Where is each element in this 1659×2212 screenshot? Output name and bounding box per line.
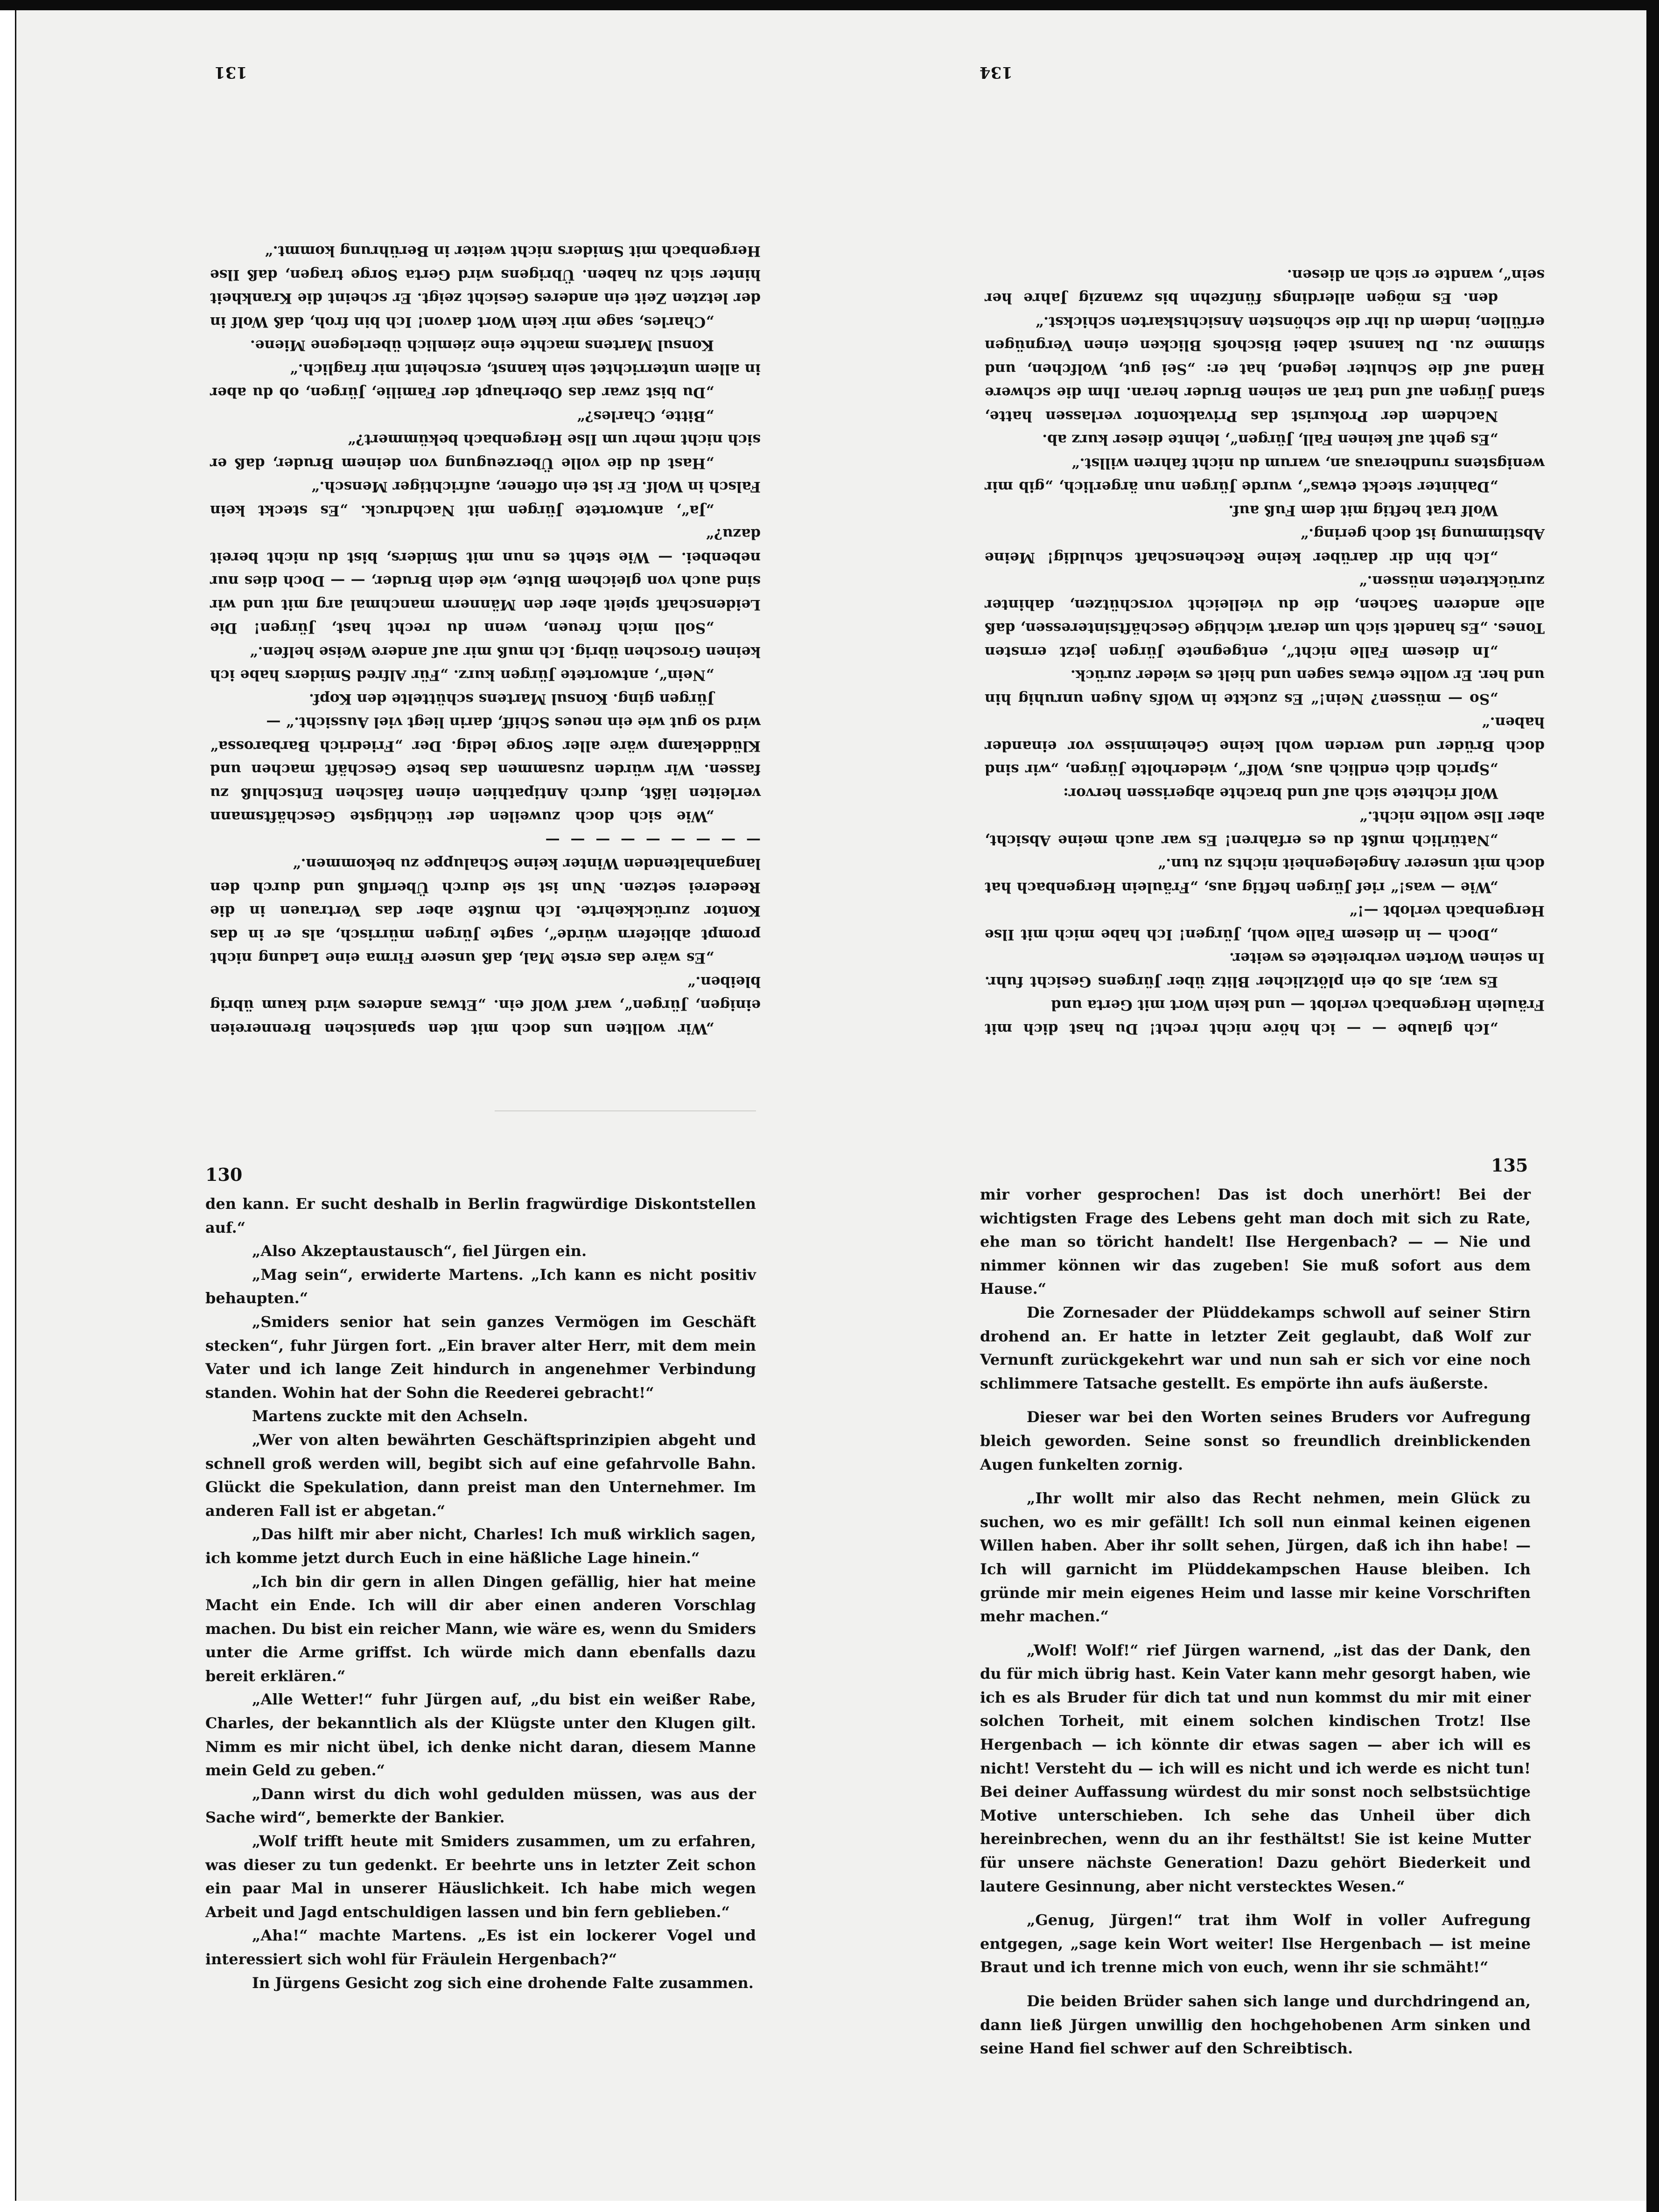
paragraph: „Es geht auf keinen Fall, Jürgen“, lehnte dieser kurz ab.: [1042, 431, 1498, 448]
paragraph: „Dahinter steckt etwas“, wurde Jürgen nun ärgerlich, „gib mir wenigstens rundheraus an, warum du nicht fahren willst.“: [985, 455, 1545, 495]
paragraph: „Doch — in diesem Falle wohl, Jürgen! Ich habe mich mit Ilse Hergenbach verlobt —!“: [985, 902, 1545, 943]
top-right-page-rotated: [975, 56, 1549, 1040]
paragraph: „Alle Wetter!“ fuhr Jürgen auf, „du bist ein weißer Rabe, Charles, der bekanntlich als der Klügste unter den Klugen gilt. Nimm es mir nicht übel, ich denke nicht daran, diesem Manne mein Geld zu geben.“: [205, 1690, 756, 1779]
page-text-130: [205, 1192, 756, 1995]
page-number: 134: [980, 63, 1013, 82]
paragraph: Wolf richtete sich auf und brachte abgerissen hervor:: [1063, 785, 1498, 802]
paragraph: mir vorher gesprochen! Das ist doch unerhört! Bei der wichtigsten Frage des Lebens geht man doch mit sich zu Rate, ehe man so töricht handelt! Ilse Hergenbach? — — Nie und nimmer können wir das zugeben! Sie muß sofort aus dem Hause.“: [980, 1186, 1531, 1298]
paragraph: „Wie — was!“ rief Jürgen heftig aus, „Fräulein Hergenbach hat doch mit unserer Angelegenheit nichts zu tun.“: [985, 855, 1545, 896]
page-number-135: 135: [1491, 1155, 1528, 1176]
paragraph: Es war, als ob ein plötzlicher Blitz über Jürgens Gesicht fuhr. In seinen Worten verbreitete es weiter.: [985, 949, 1545, 990]
paragraph: „Sprich dich endlich aus, Wolf“, wiederholte Jürgen, „wir sind doch Brüder und werden wohl keine Geheimnisse vor einander haben.“: [985, 714, 1545, 778]
paragraph: „Hast du die volle Überzeugung von deinem Bruder, daß er sich nicht mehr um Ilse Hergenbach bekümmert?“: [210, 431, 761, 472]
top-left-page-rotated: [201, 56, 770, 1040]
page-text-135: [980, 1183, 1531, 2060]
scan-border-top: [0, 0, 1659, 10]
paragraph: Jürgen ging. Konsul Martens schüttelte den Kopf.: [309, 691, 714, 707]
paragraph: Martens zuckte mit den Achseln.: [252, 1407, 528, 1425]
paragraph: „Wer von alten bewährten Geschäftsprinzipien abgeht und schnell groß werden will, begibt sich auf eine gefahrvolle Bahn. Glückt die Spekulation, dann preist man den Unternehmer. Im anderen Fall ist er abgetan.“: [205, 1430, 756, 1520]
paragraph: „In diesem Falle nicht“, entgegnete Jürgen jetzt ernsten Tones. „Es handelt sich um derart wichtige Geschäftsinteressen, daß alle anderen Sachen, die du vielleicht vorschützen, dahinter zurücktreten müssen.“: [985, 572, 1545, 660]
paragraph: „Nein“, antwortete Jürgen kurz. „Für Alfred Smiders habe ich keinen Groschen übrig. Ich muß mir auf andere Weise helfen.“: [210, 643, 761, 684]
paragraph: „Bitte, Charles?“: [576, 408, 714, 425]
page-text-134: [985, 263, 1545, 1041]
paragraph: „Ihr wollt mir also das Recht nehmen, mein Glück zu suchen, wo es mir gefällt! Ich soll nun einmal keinen eigenen Willen haben. Aber ihr sollt sehen, Jürgen, daß ich ihn habe! — Ich will garnicht im Plüddekampschen Hause bleiben. Ich gründe mir mein eigenes Heim und lasse mir keine Vorschriften mehr machen.“: [980, 1489, 1531, 1626]
page-number: 131: [214, 63, 247, 82]
paragraph: „Aha!“ machte Martens. „Es ist ein lockerer Vogel und interessiert sich wohl für Fräulein Hergenbach?“: [205, 1926, 756, 1968]
paragraph: Nachdem der Prokurist das Privatkontor verlassen hatte, stand Jürgen auf und trat an seinen Bruder heran. Ihm die schwere Hand auf die Schulter legend, hat er: „Sei gut, Wolfchen, und stimme zu. Du kannst dabei Bischofs Blicken einen Vergnügen erfüllen, indem du ihr die schönsten Ansichtskarten schickst.“: [985, 314, 1545, 425]
paragraph: Die Zornesader der Plüddekamps schwoll auf seiner Stirn drohend an. Er hatte in letzter Zeit geglaubt, daß Wolf zur Vernunft zurückgekehrt war und nun sah er sich vor eine noch schlimmere Tatsache gestellt. Es empörte ihn aufs äußerste.: [980, 1303, 1531, 1392]
section-break: — — — — — — — — —: [542, 832, 761, 849]
paragraph: „Das hilft mir aber nicht, Charles! Ich muß wirklich sagen, ich komme jetzt durch Euch in eine häßliche Lage hinein.“: [205, 1525, 756, 1567]
fold-line: [495, 1110, 756, 1114]
paragraph: „Wie sich doch zuweilen der tüchtigste Geschäftsmann verleiten läßt, durch Antipathien einen falschen Entschluß zu fassen. Wir würden zusammen das beste Geschäft machen und Klüddekamp wäre aller Sorge ledig. Der „Friedrich Barbarossa“ wird so gut wie ein neues Schiff, darin liegt viel Aussicht.“ —: [210, 714, 761, 825]
page-number-130: 130: [205, 1164, 243, 1185]
paragraph: Konsul Martens machte eine ziemlich überlegene Miene.: [250, 337, 714, 354]
paragraph: „Wir wollten uns doch mit den spanischen Brennereien einigen, Jürgen“, warf Wolf ein. „Etwas anderes wird kaum übrig bleiben.“: [210, 973, 761, 1037]
paragraph: „Genug, Jürgen!“ trat ihm Wolf in voller Aufregung entgegen, „sage kein Wort weiter! Ilse Hergenbach — ist meine Braut und ich trenne mich von euch, wenn ihr sie schmäht!“: [980, 1911, 1531, 1976]
paragraph: „Es wäre das erste Mal, daß unsere Firma eine Ladung nicht prompt abliefern würde“, sagte Jürgen mürrisch, als er in das Kontor zurückkehrte. Ich mußte aber das Vertrauen in die Reederei setzen. Nun ist sie durch Überfluß und durch den langanhaltenden Winter keine Schaluppe zu bekommen.“: [210, 855, 761, 967]
paragraph: Wolf trat heftig mit dem Fuß auf.: [1228, 502, 1498, 519]
paragraph: „Wolf! Wolf!“ rief Jürgen warnend, „ist das der Dank, den du für mich übrig hast. Kein Vater kann mehr gesorgt haben, wie ich es als Bruder für dich tat und nun kommst du mir mit einer solchen Torheit, mit einem solchen kindischen Trotz! Ilse Hergenbach — ich könnte dir etwas sagen — aber ich will es nicht! Versteht du — ich will es nicht und ich werde es nicht tun! Bei deiner Auffassung würdest du mir sonst noch selbstsüchtige Motive unterschieben. Ich sehe das Unheil über dich hereinbrechen, wenn du an ihr festhältst! Sie ist keine Mutter für unsere nächste Generation! Dazu gehört Biederkeit und lautere Gesinnung, aber nicht verstecktes Wesen.“: [980, 1641, 1531, 1895]
paragraph: „Du bist zwar das Oberhaupt der Familie, Jürgen, ob du aber in allem unterrichtet sein kannst, erscheint mir fraglich.“: [210, 361, 761, 401]
paragraph: „So — müssen? Nein!“ Es zuckte in Wolfs Augen unruhig hin und her. Er wollte etwas sagen und hielt es wieder zurück.: [985, 667, 1545, 707]
paragraph: „Ja“, antwortete Jürgen mit Nachdruck. „Es steckt kein Falsch in Wolf. Er ist ein offener, aufrichtiger Mensch.“: [210, 478, 761, 519]
paragraph: Die beiden Brüder sahen sich lange und durchdringend an, dann ließ Jürgen unwillig den hochgehobenen Arm sinken und seine Hand fiel schwer auf den Schreibtisch.: [980, 1992, 1531, 2058]
paragraph: den kann. Er sucht deshalb in Berlin fragwürdige Diskontstellen auf.“: [205, 1195, 756, 1236]
scan-border-right: [1646, 0, 1659, 2212]
paragraph: „Smiders senior hat sein ganzes Vermögen im Geschäft stecken“, fuhr Jürgen fort. „Ein braver alter Herr, mit dem mein Vater und ich lange Zeit hindurch in angenehmer Verbindung standen. Wohin hat der Sohn die Reederei gebracht!“: [205, 1312, 756, 1402]
paragraph: den. Es mögen allerdings fünfzehn bis zwanzig Jahre her sein“, wandte er sich an diesen.: [985, 266, 1545, 307]
paragraph: „Dann wirst du dich wohl gedulden müssen, was aus der Sache wird“, bemerkte der Bankier.: [205, 1785, 756, 1827]
paragraph: Dieser war bei den Worten seines Bruders vor Aufregung bleich geworden. Seine sonst so freundlich dreinblickenden Augen funkelten zornig.: [980, 1408, 1531, 1473]
paragraph: „Ich bin dir gern in allen Dingen gefällig, hier hat meine Macht ein Ende. Ich will dir aber einen anderen Vorschlag machen. Du bist ein reicher Mann, wie wäre es, wenn du Smiders unter die Arme griffst. Ich würde mich dann ebenfalls dazu bereit erklären.“: [205, 1572, 756, 1685]
paragraph: „Charles, sage mir kein Wort davon! Ich bin froh, daß Wolf in der letzten Zeit ein anderes Gesicht zeigt. Er scheint die Krankheit hinter sich zu haben. Übrigens wird Gerta Sorge tragen, daß Ilse Hergenbach mit Smiders nicht weiter in Berührung kommt.“: [210, 243, 761, 330]
paragraph: „Also Akzeptaustausch“, fiel Jürgen ein.: [252, 1242, 587, 1260]
paragraph: „Natürlich mußt du es erfahren! Es war auch meine Absicht, aber Ilse wollte nicht.“: [985, 808, 1545, 849]
paragraph: „Soll mich freuen, wenn du recht hast, Jürgen! Die Leidenschaft spielt aber den Männern manchmal arg mit und wir sind auch von gleichem Blute, wie dein Bruder, — — Doch dies nur nebenbei. — Wie steht es nun mit Smiders, bist du nicht bereit dazu?“: [210, 525, 761, 637]
paragraph: „Mag sein“, erwiderte Martens. „Ich kann es nicht positiv behaupten.“: [205, 1265, 756, 1307]
paragraph: „Wolf trifft heute mit Smiders zusammen, um zu erfahren, was dieser zu tun gedenkt. Er beehrte uns in letzter Zeit schon ein paar Mal in unserer Häuslichkeit. Ich habe mich wegen Arbeit und Jagd entschuldigen lassen und bin fern geblieben.“: [205, 1832, 756, 1921]
paragraph: „Ich bin dir darüber keine Rechenschaft schuldig! Meine Abstimmung ist doch gering.“: [985, 525, 1545, 566]
page-text-131: [210, 239, 761, 1040]
paragraph: In Jürgens Gesicht zog sich eine drohende Falte zusammen.: [252, 1974, 754, 1992]
paragraph: „Ich glaube — — ich höre nicht recht! Du hast dich mit Fräulein Hergenbach verlobt — und kein Wort mit Gerta und: [985, 997, 1545, 1037]
